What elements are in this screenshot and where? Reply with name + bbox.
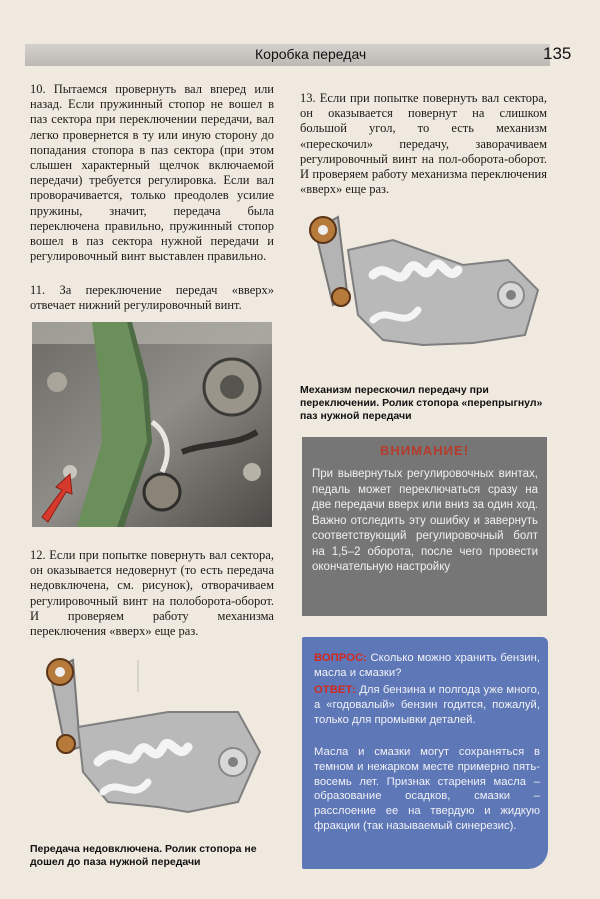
diagram-gear-skipped (303, 205, 548, 375)
caption-not-engaged: Передача недовключена. Ролик стопора не дошел до паза нужной передачи (30, 843, 257, 868)
question-label: ВОПРОС: (314, 652, 367, 664)
gearbox-photo (32, 322, 272, 527)
paragraph-11: 11. За переключение передач «вверх» отвечает нижний регулировочный винт. (30, 283, 274, 313)
diagram-gear-not-engaged (38, 652, 268, 842)
qa-question (314, 651, 540, 681)
answer-label: ОТВЕТ: (314, 684, 356, 696)
paragraph-13: 13. Если при попытке повернуть вал сектора, он оказывается повернут на слишком большой угол, то есть механизм «перескочил» передачу, заворачиваем регулировочный винт на пол-оборота-оборот. И проверяем работу механизма переключения «вверх» еще раз. (300, 91, 547, 197)
warning-title: ВНИМАНИЕ! (379, 443, 470, 458)
qa-answer-continued: Масла и смазки могут сохраняться в темном и нежарком месте примерно пять-восемь лет. Признак старения масла – образование осадков, смазки – расслоение ее на твердую и жидкую фракции (так называемый синерезис). (314, 746, 540, 832)
paragraph-12: 12. Если при попытке повернуть вал сектора, он оказывается недовернут (то есть передача недовключена, см. рисунок), отворачиваем регулировочный винт на полоборота-оборот. И проверяем работу механизма переключения «вверх» еще раз. (30, 548, 274, 639)
page-number: 135 (543, 44, 572, 63)
warning-box (302, 437, 547, 616)
question-text: Сколько можно хранить бензин, масла и смазки? (314, 652, 540, 679)
qa-answer (314, 683, 540, 727)
question-answer-box (302, 637, 548, 869)
answer-text: Для бензина и полгода уже много, а «годовалый» бензин годится, пожалуй, только для промывки деталей. (314, 684, 541, 726)
warning-text: При вывернутых регулировочных винтах, педаль может переключаться сразу на две передачи вверх или вниз за один ход. Важно отследить эту ошибку и завернуть соответствующий регулировочный болт на 1,5–2 оборота, после чего провести окончательную настройку (312, 468, 538, 573)
page-header (25, 44, 572, 66)
chapter-title: Коробка передач (255, 46, 367, 62)
caption-skipped: Механизм перескочил передачу при переключении. Ролик стопора «перепрыгнул» паз нужной передачи (300, 384, 543, 422)
paragraph-10: 10. Пытаемся провернуть вал вперед или назад. Если пружинный стопор не вошел в паз сектора при переключении передачи, вал легко провернется в ту или иную сторону до попадания стопора в паз сектора (при этом слышен характерный щелчок включаемой передачи) требуется регулировка. Если вал проворачивается, только преодолев усилие пружины, значит, передача была переключена правильно, пружинный стопор вошел в паз сектора нужной передачи и регулировочный винт выставлен правильно. (30, 82, 274, 264)
